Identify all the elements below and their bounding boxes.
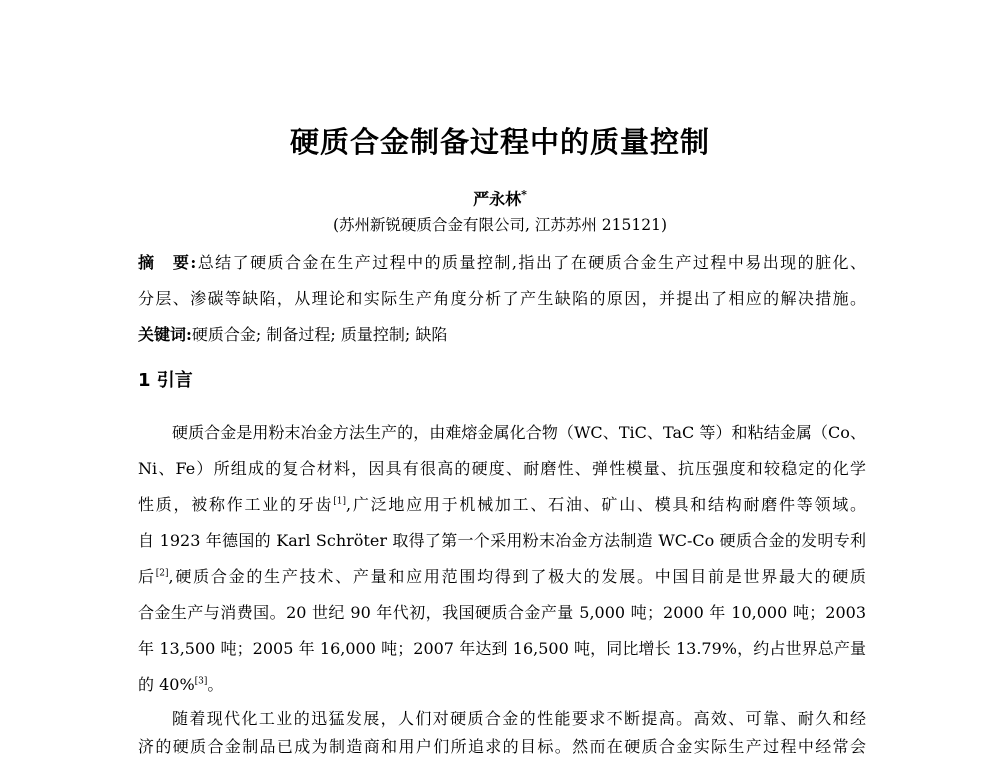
intro-p1-line-2: Ni、Fe）所组成的复合材料，因具有很高的硬度、耐磨性、弹性模量、抗压强度和较稳定的化学 (138, 459, 866, 478)
author-footnote-mark: * (521, 188, 527, 201)
intro-p1-line-8 (138, 674, 866, 696)
intro-p1-line-5b: ,硬质合金的生产技术、产量和应用范围均得到了极大的发展。中国目前是世界最大的硬质 (168, 567, 866, 586)
intro-p1-line-3 (138, 494, 866, 516)
intro-p2-line-2: 济的硬质合金制品已成为制造商和用户们所追求的目标。然而在硬质合金实际生产过程中经常会 (138, 737, 866, 756)
abstract-line-1 (138, 252, 866, 274)
intro-p1-line-4: 自 1923 年德国的 Karl Schröter 取得了第一个采用粉末冶金方法制造 WC-Co 硬质合金的发明专利 (138, 531, 866, 550)
keywords-text: 硬质合金; 制备过程; 质量控制; 缺陷 (191, 325, 448, 344)
intro-p1-line-3b: ,广泛地应用于机械加工、石油、矿山、模具和结构耐磨件等领域。 (346, 495, 866, 514)
intro-p2-line-1: 随着现代化工业的迅猛发展，人们对硬质合金的性能要求不断提高。高效、可靠、耐久和经 (172, 709, 866, 728)
intro-p1-line-3a: 性质，被称作工业的牙齿 (138, 495, 334, 514)
abstract-label: 摘 要: (138, 253, 197, 272)
affiliation: (苏州新锐硬质合金有限公司, 江苏苏州 215121) (332, 216, 668, 234)
abstract-line-2: 分层、渗碳等缺陷，从理论和实际生产角度分析了产生缺陷的原因，并提出了相应的解决措施。 (138, 289, 866, 308)
intro-p1-line-6: 合金生产与消费国。20 世纪 90 年代初，我国硬质合金产量 5,000 吨；2000 年 10,000 吨；2003 (138, 603, 866, 622)
citation-ref-3: [3] (194, 676, 208, 687)
author-name: 严永林 (473, 189, 522, 209)
intro-p1-line-5 (138, 566, 866, 588)
keywords-line (138, 324, 866, 346)
abstract-text-1: 总结了硬质合金在生产过程中的质量控制,指出了在硬质合金生产过程中易出现的脏化、 (196, 253, 866, 272)
intro-p1-line-5a: 后 (138, 567, 156, 586)
section-heading-introduction: 1 引言 (138, 370, 193, 391)
intro-p1-line-7: 年 13,500 吨；2005 年 16,000 吨；2007 年达到 16,500 吨，同比增长 13.79%，约占世界总产量 (138, 639, 866, 658)
citation-ref-2: [2] (155, 568, 169, 579)
author-line (0, 184, 1000, 210)
paper-title: 硬质合金制备过程中的质量控制 (289, 125, 710, 159)
intro-p1-line-1: 硬质合金是用粉末冶金方法生产的，由难熔金属化合物（WC、TiC、TaC 等）和粘结金属（Co、 (172, 423, 866, 442)
citation-ref-1: [1] (333, 496, 347, 507)
intro-p1-line-8b: 。 (207, 675, 224, 694)
intro-p1-line-8a: 的 40% (138, 675, 195, 694)
keywords-label: 关键词: (138, 325, 192, 344)
